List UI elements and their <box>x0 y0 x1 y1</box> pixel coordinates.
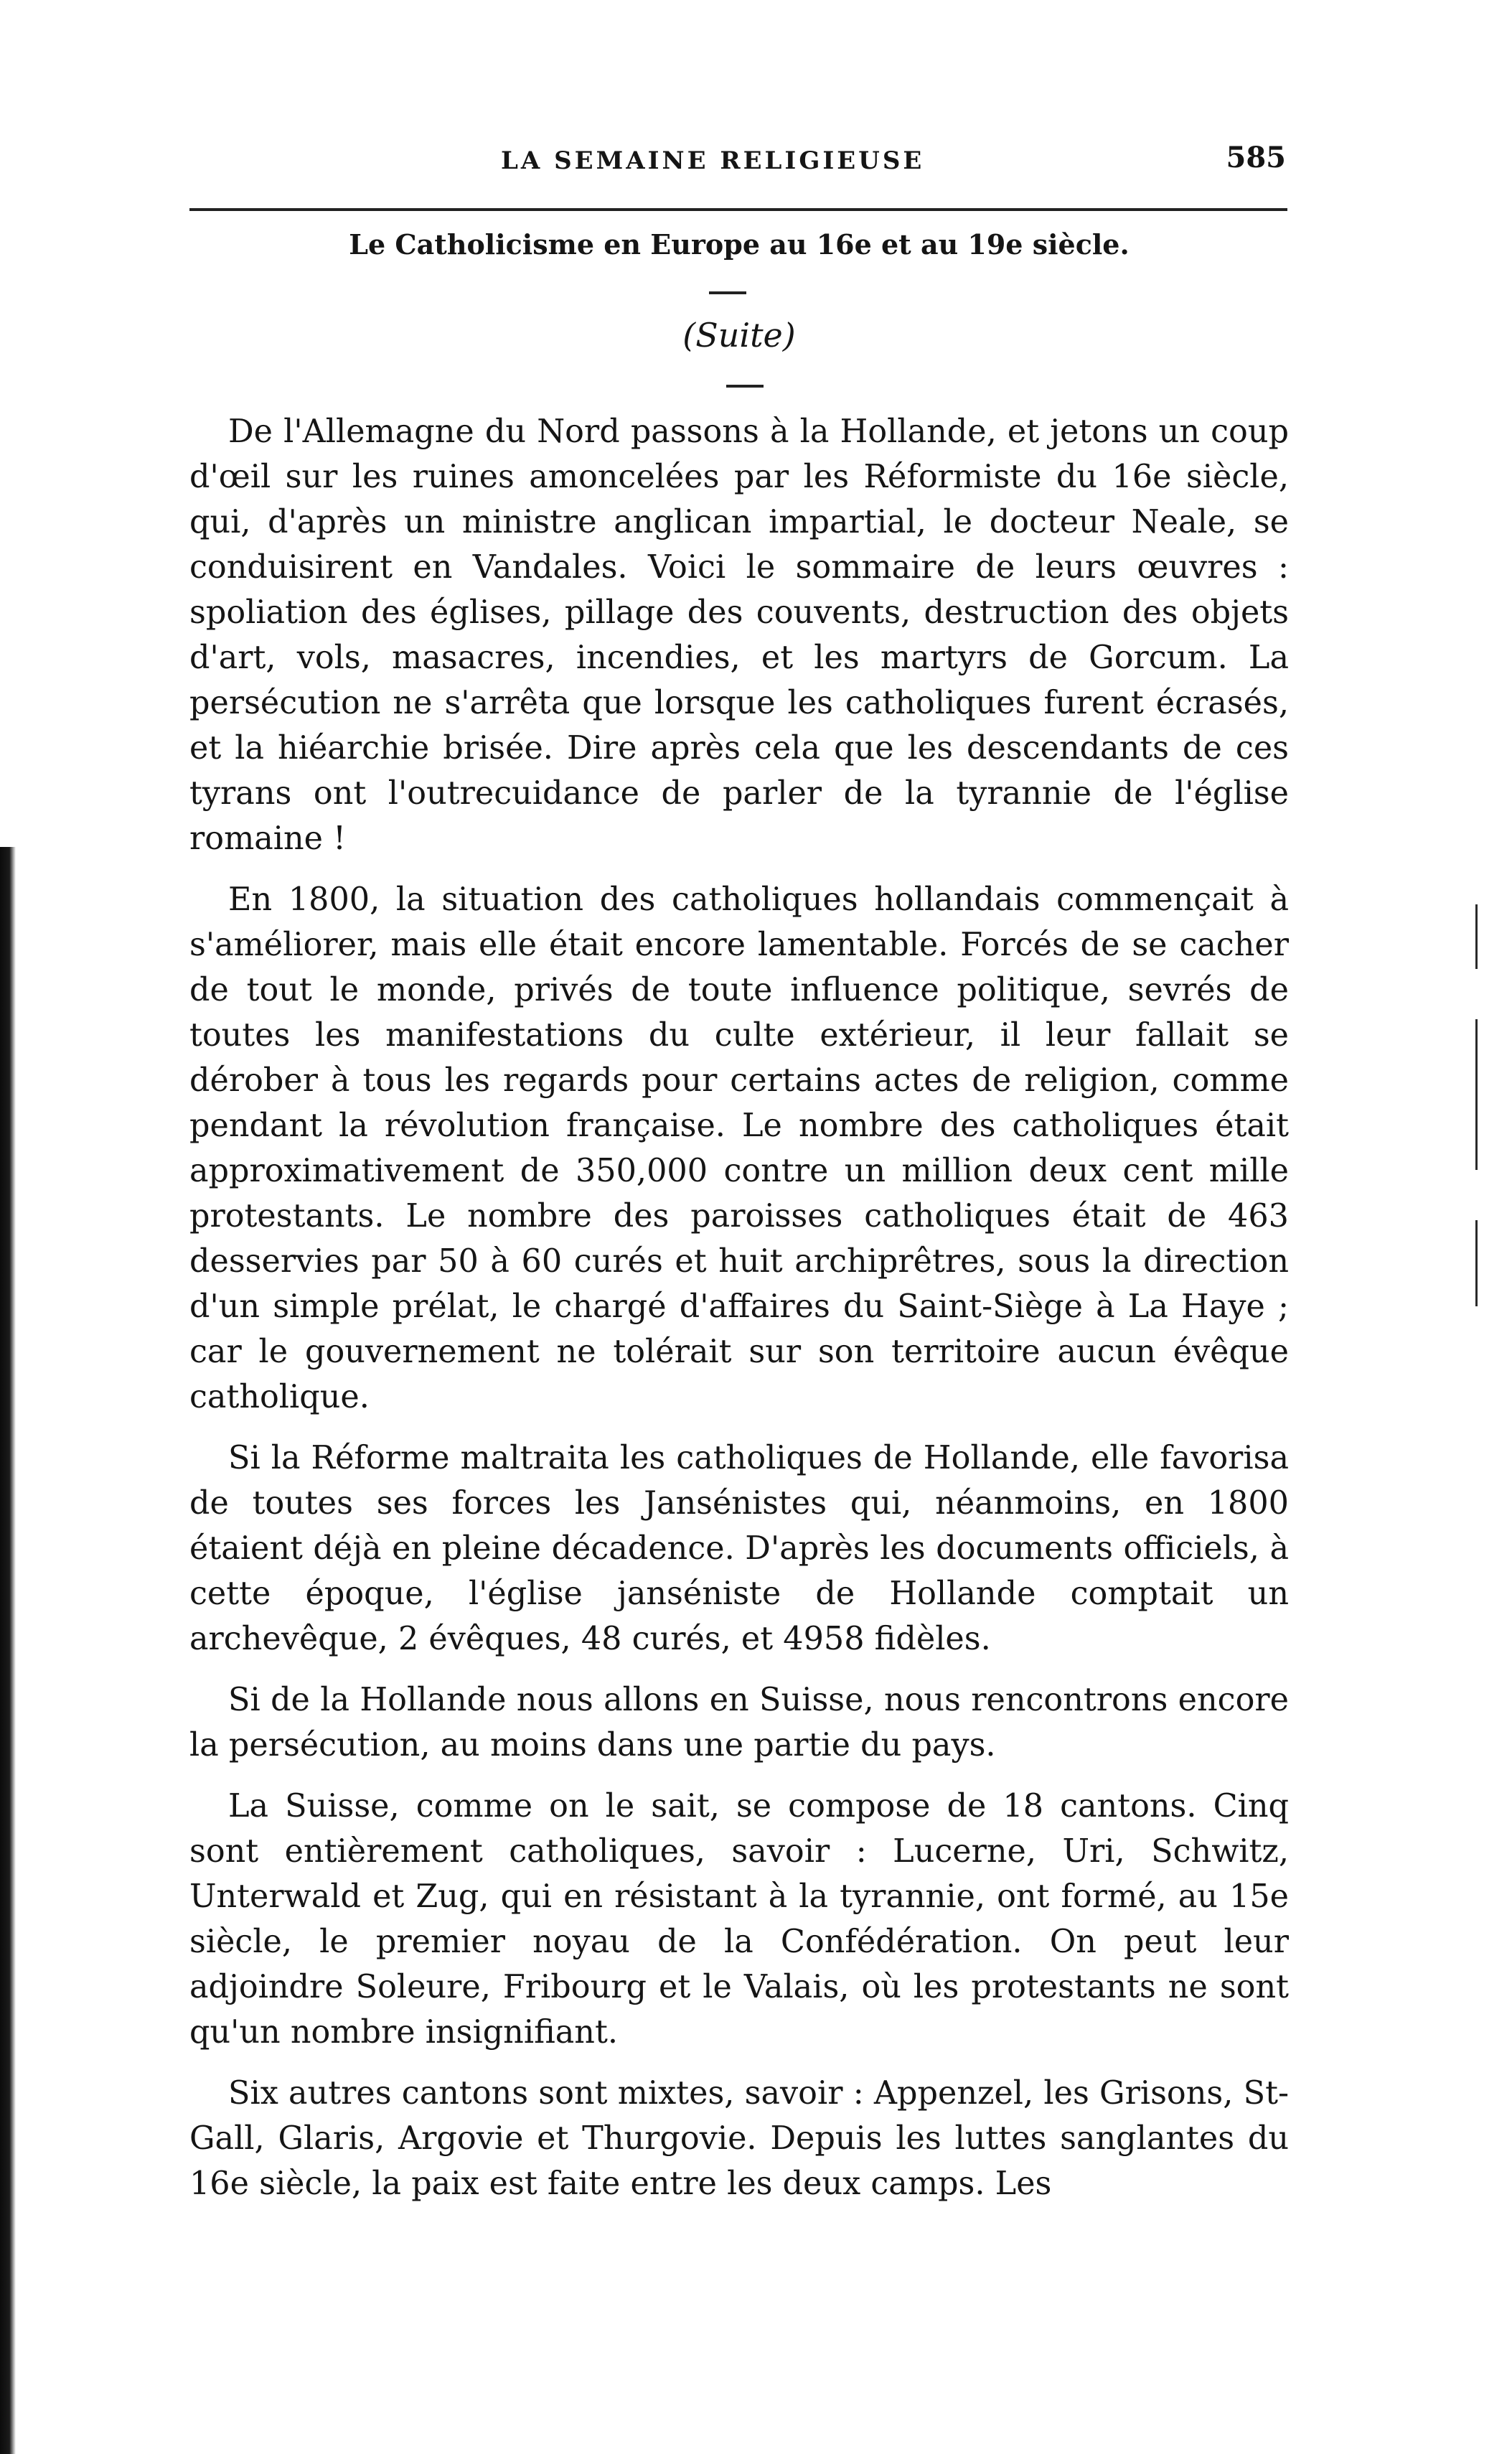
page-header <box>192 141 1286 184</box>
header-rule <box>189 208 1287 211</box>
paragraph: En 1800, la situation des catholiques hollandais commençait à s'améliorer, mais elle était encore lamentable. Forcés de se cacher de tout le monde, privés de toute influence politique, sevrés de toutes les manifestations du culte extérieur, il leur fallait se dérober à tous les regards pour certains actes de religion, comme pendant la révolution française. Le nombre des catholiques était approximativement de 350,000 contre un million deux cent mille protestants. Le nombre des paroisses catholiques était de 463 desservies par 50 à 60 curés et huit archiprêtres, sous la direction d'un simple prélat, le chargé d'affaires du Saint-Siège à La Haye ; car le gouvernement ne tolérait sur son territoire aucun évêque catholique. <box>189 881 1289 1415</box>
paragraph: De l'Allemagne du Nord passons à la Hollande, et jetons un coup d'œil sur les ruines amoncelées par les Réformiste du 16e siècle, qui, d'après un ministre anglican impartial, le docteur Neale, se conduisirent en Vandales. Voici le sommaire de leurs œuvres : spoliation des églises, pillage des couvents, destruction des objets d'art, vols, masacres, incendies, et les martyrs de Gorcum. La persécution ne s'arrêta que lorsque les catholiques furent écrasés, et la hiéarchie brisée. Dire après cela que les descendants de ces tyrans ont l'outrecuidance de parler de la tyrannie de l'église romaine ! <box>189 413 1289 857</box>
title-separator <box>709 291 746 294</box>
subtitle-separator <box>726 385 764 388</box>
page-binding-shadow <box>0 847 16 2454</box>
article-subtitle: (Suite) <box>682 316 796 355</box>
page-number: 585 <box>1226 141 1286 174</box>
article-body <box>189 409 1289 2222</box>
running-title: LA SEMAINE RELIGIEUSE <box>501 146 925 175</box>
paragraph: Si de la Hollande nous allons en Suisse, nous rencontrons encore la persécution, au moins dans une partie du pays. <box>189 1682 1289 1764</box>
article-title: Le Catholicisme en Europe au 16e et au 19e siècle. <box>349 228 1130 261</box>
margin-mark <box>1475 904 1478 969</box>
paragraph: Si la Réforme maltraita les catholiques de Hollande, elle favorisa de toutes ses forces les Jansénistes qui, néanmoins, en 1800 étaient déjà en pleine décadence. D'après les documents officiels, à cette époque, l'église janséniste de Hollande comptait un archevêque, 2 évêques, 48 curés, et 4958 fidèles. <box>189 1440 1289 1657</box>
paragraph: La Suisse, comme on le sait, se compose de 18 cantons. Cinq sont entièrement catholiques, savoir : Lucerne, Uri, Schwitz, Unterwald et Zug, qui en résistant à la tyrannie, ont formé, au 15e siècle, le premier noyau de la Confédération. On peut leur adjoindre Soleure, Fribourg et le Valais, où les protestants ne sont qu'un nombre insignifiant. <box>189 1788 1289 2051</box>
margin-mark <box>1475 1220 1478 1306</box>
margin-mark <box>1475 1019 1478 1170</box>
paragraph: Six autres cantons sont mixtes, savoir : Appenzel, les Grisons, St-Gall, Glaris, Argovie et Thurgovie. Depuis les luttes sanglantes du 16e siècle, la paix est faite entre les deux camps. Les <box>189 2075 1289 2202</box>
